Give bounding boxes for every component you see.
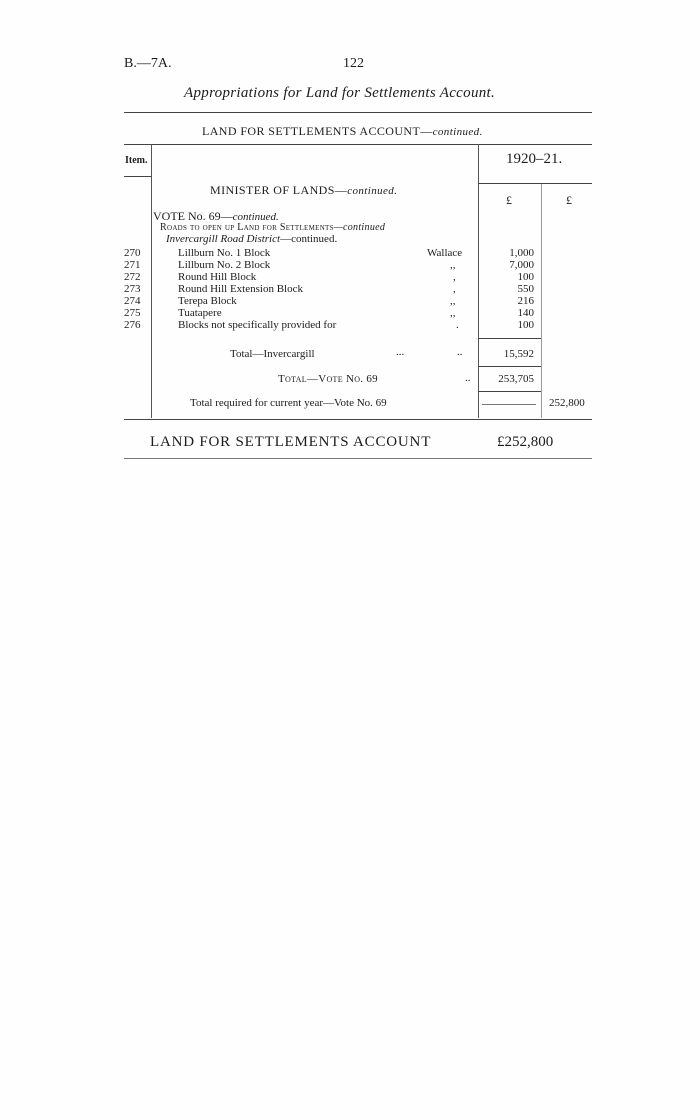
roads-heading-main: Roads to open up Land for Settlements [160, 222, 334, 233]
row-description: Lillburn No. 2 Block [178, 259, 271, 271]
item-number: 275 [124, 307, 141, 319]
running-title: Appropriations for Land for Settlements Account. [184, 85, 496, 101]
item-header-rule [124, 176, 151, 177]
table-title-main: LAND FOR SETTLEMENTS ACCOUNT— [202, 124, 433, 138]
row-amount: 550 [517, 283, 534, 295]
leader-dots: .. [457, 346, 463, 358]
total-required-amount: 252,800 [549, 397, 585, 409]
page-number: 122 [343, 56, 364, 71]
vote-heading-main: VOTE No. 69— [153, 209, 233, 223]
district-heading [166, 234, 337, 245]
minister-heading [210, 183, 397, 198]
dash-rule [482, 404, 536, 405]
row-place: ,, [450, 259, 456, 271]
footer-rule [124, 458, 592, 459]
total-column-divider [541, 183, 542, 418]
row-amount: 7,000 [509, 259, 534, 271]
currency-symbol-total: £ [566, 193, 572, 207]
item-column-header: Item. [125, 155, 148, 166]
row-amount: 216 [517, 295, 534, 307]
row-description: Round Hill Extension Block [178, 283, 303, 295]
row-place: , [453, 283, 456, 295]
total-required-label: Total required for current year—Vote No. 69 [190, 397, 387, 409]
leader-dots: ... [396, 346, 405, 358]
minister-heading-suffix: continued. [347, 185, 398, 197]
row-description: Round Hill Block [178, 271, 257, 283]
total-vote-label: Total—Vote No. 69 [278, 373, 378, 385]
row-place: , [453, 271, 456, 283]
row-description: Terepa Block [178, 295, 237, 307]
year-header-rule [478, 183, 592, 184]
row-amount: 100 [517, 319, 534, 331]
header-rule [124, 112, 592, 113]
table-bottom-rule [124, 419, 592, 420]
district-heading-main: Invercargill Road District [166, 233, 281, 245]
roads-heading [160, 223, 385, 233]
footer-account-label: LAND FOR SETTLEMENTS ACCOUNT [150, 434, 432, 450]
table-top-rule [124, 144, 592, 145]
total-invercargill-label: Total—Invercargill [230, 348, 315, 360]
leader-dots: .. [465, 372, 471, 384]
item-number: 276 [124, 319, 141, 331]
row-place: ,, [450, 307, 456, 319]
item-number: 273 [124, 283, 141, 295]
item-number: 272 [124, 271, 141, 283]
row-description: Lillburn No. 1 Block [178, 247, 271, 259]
item-number: 274 [124, 295, 141, 307]
row-description: Tuatapere [178, 307, 222, 319]
table-title [202, 124, 483, 139]
total-vote-amount: 253,705 [498, 373, 534, 385]
subtotal-rule [478, 338, 541, 339]
district-heading-suffix: —continued. [280, 233, 338, 245]
document-reference: B.—7A. [124, 56, 172, 71]
roads-heading-suffix: —continued [333, 222, 386, 233]
subtotal-rule [478, 366, 541, 367]
year-column-header: 1920–21. [506, 151, 563, 167]
row-place: ,, [450, 295, 456, 307]
row-place: Wallace [427, 247, 463, 259]
row-place: . [456, 319, 459, 331]
currency-symbol-amount: £ [506, 193, 512, 207]
row-amount: 100 [517, 271, 534, 283]
item-number: 271 [124, 259, 141, 271]
row-amount: 1,000 [509, 247, 534, 259]
subtotal-rule [478, 391, 541, 392]
item-number: 270 [124, 247, 141, 259]
vote-heading-suffix: continued. [232, 211, 279, 223]
item-column-divider [151, 144, 152, 418]
row-amount: 140 [517, 307, 534, 319]
table-title-suffix: continued. [432, 126, 483, 138]
total-invercargill-amount: 15,592 [503, 348, 534, 360]
row-description: Blocks not specifically provided for [178, 319, 337, 331]
minister-heading-main: MINISTER OF LANDS— [210, 183, 348, 197]
footer-account-amount: £252,800 [497, 434, 554, 450]
amount-column-divider [478, 144, 479, 418]
